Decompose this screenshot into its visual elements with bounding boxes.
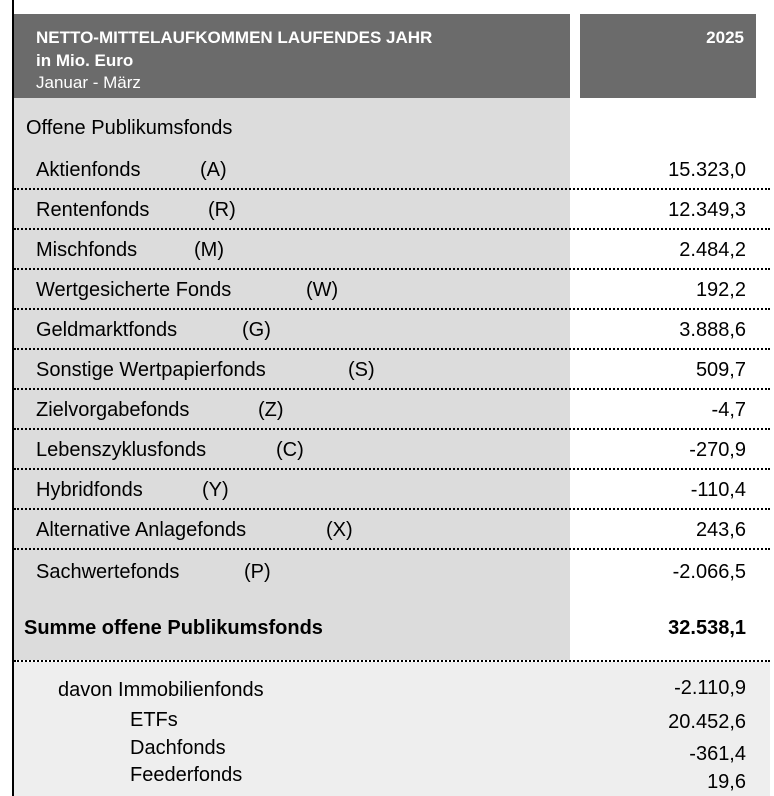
fund-code: (G) xyxy=(242,319,271,341)
sub-item-label: ETFs xyxy=(130,709,178,731)
sub-item-value: 19,6 xyxy=(707,771,746,793)
table-row xyxy=(14,150,770,190)
sub-item-label: Dachfonds xyxy=(130,737,226,759)
sub-item-label: Feederfonds xyxy=(130,764,243,786)
fund-value: -4,7 xyxy=(711,399,746,421)
sub-item-label: davon Immobilienfonds xyxy=(58,679,264,701)
table-unit: in Mio. Euro xyxy=(36,51,134,70)
table-row xyxy=(14,190,770,230)
table-row xyxy=(14,430,770,470)
fund-name: Aktienfonds xyxy=(36,159,141,181)
fund-value: 509,7 xyxy=(695,359,746,381)
fund-value: 3.888,6 xyxy=(679,319,746,341)
fund-value: -270,9 xyxy=(689,439,746,461)
table-row xyxy=(14,390,770,430)
fund-name: Rentenfonds xyxy=(36,199,150,221)
fund-value: 2.484,2 xyxy=(679,239,746,261)
fund-code: (W) xyxy=(306,279,339,301)
table-row xyxy=(14,350,770,390)
fund-code: (S) xyxy=(348,359,375,381)
total-row xyxy=(14,598,770,660)
fund-code: (X) xyxy=(326,519,353,541)
row-divider xyxy=(14,660,770,662)
fund-value: 12.349,3 xyxy=(668,199,746,221)
fund-name: Zielvorgabefonds xyxy=(36,399,190,421)
table-row xyxy=(14,270,770,310)
fund-code: (P) xyxy=(244,561,271,583)
table-row xyxy=(14,230,770,270)
fund-value: 15.323,0 xyxy=(668,159,746,181)
fund-value: -110,4 xyxy=(690,479,746,501)
fund-code: (Z) xyxy=(258,399,284,421)
fund-code: (R) xyxy=(208,199,236,221)
fund-code: (Y) xyxy=(202,479,229,501)
year-column-header: 2025 xyxy=(706,28,744,47)
fund-value: -2.066,5 xyxy=(672,561,746,583)
sub-item-value: 20.452,6 xyxy=(668,711,746,733)
fund-name: Hybridfonds xyxy=(36,479,143,501)
fund-name: Wertgesicherte Fonds xyxy=(36,279,232,301)
table-row xyxy=(14,310,770,350)
table-row xyxy=(14,510,770,550)
sub-item-value: -2.110,9 xyxy=(674,677,746,699)
fund-code: (A) xyxy=(200,159,227,181)
sub-item-value: -361,4 xyxy=(689,743,746,765)
fund-code: (M) xyxy=(194,239,224,261)
total-label: Summe offene Publikumsfonds xyxy=(24,617,323,639)
table-title: NETTO-MITTELAUFKOMMEN LAUFENDES JAHR xyxy=(36,28,433,47)
fund-name: Lebenszyklusfonds xyxy=(36,439,207,461)
fund-name: Sachwertefonds xyxy=(36,561,180,583)
fund-name: Sonstige Wertpapierfonds xyxy=(36,359,266,381)
header-label-cell xyxy=(14,14,570,98)
fund-value: 192,2 xyxy=(695,279,746,301)
fund-name: Mischfonds xyxy=(36,239,138,261)
table-period: Januar - März xyxy=(36,73,141,92)
table-row xyxy=(14,552,770,592)
header-year-cell xyxy=(580,14,756,98)
fund-name: Alternative Anlagefonds xyxy=(36,519,247,541)
total-value: 32.538,1 xyxy=(668,617,746,639)
fund-name: Geldmarktfonds xyxy=(36,319,178,341)
section-label: Offene Publikumsfonds xyxy=(26,117,233,139)
fund-code: (C) xyxy=(276,439,304,461)
row-divider xyxy=(14,548,770,550)
fund-value: 243,6 xyxy=(695,519,746,541)
table-row xyxy=(14,470,770,510)
